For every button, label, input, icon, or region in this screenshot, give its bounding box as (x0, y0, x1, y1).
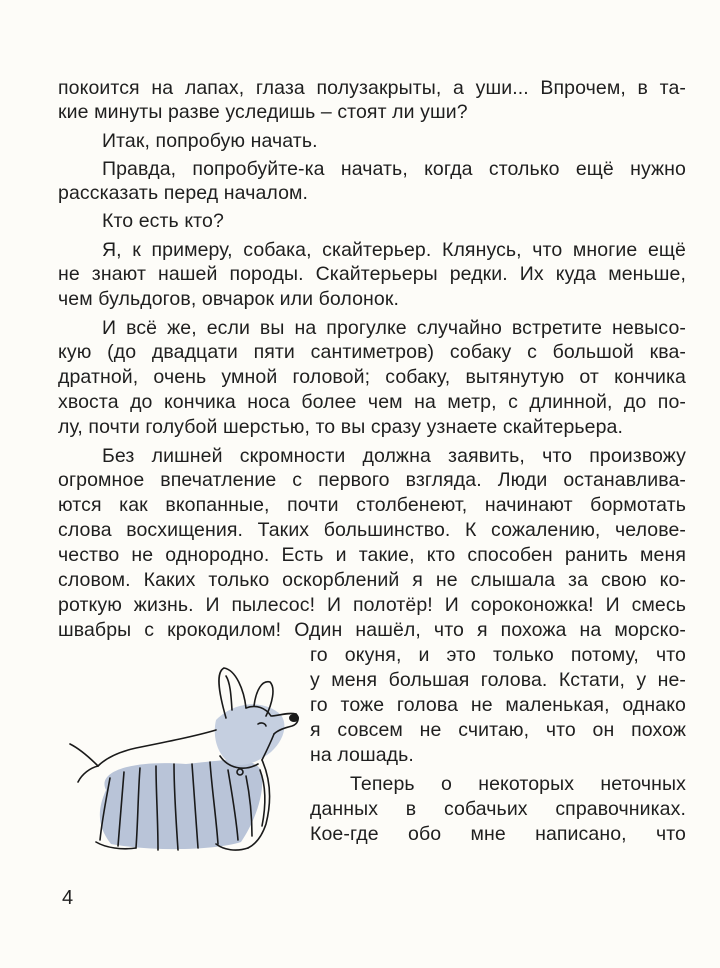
text-line: рассказать перед началом. (58, 182, 309, 204)
text-line: хвоста до кончика носа более чем на метр, с длинной, до по- (58, 391, 686, 413)
text-line: кую (до двадцати пяти сантиметров) собаку с большой ква- (58, 341, 686, 363)
text-line: дратной, очень умной головой; собаку, вытянутую от кончика (58, 366, 686, 388)
text-line: И всё же, если вы на прогулке случайно встретите невысо- (102, 317, 686, 339)
text-line: Теперь о некоторых неточных (350, 773, 686, 795)
text-line: роткую жизнь. И пылесос! И полотёр! И сороконожка! И смесь (58, 594, 686, 616)
text-line: Я, к примеру, собака, скайтерьер. Клянусь, что многие ещё (102, 239, 686, 261)
text-line: чем бульдогов, овчарок или болонок. (58, 288, 400, 310)
text-line: я совсем не считаю, что он похож (310, 719, 686, 741)
text-line: Без лишней скромности должна заявить, что произвожу (102, 445, 686, 467)
dog-nose (289, 714, 299, 722)
text-line: данных в собачьих справочниках. (310, 798, 686, 820)
text-line: Правда, попробуйте-ка начать, когда столько ещё нужно (102, 158, 686, 180)
text-line: го тоже голова не маленькая, однако (310, 694, 686, 716)
text-line: у меня большая голова. Кстати, у не- (310, 669, 686, 691)
text-line: кие минуты разве уследишь – стоят ли уши? (58, 101, 468, 123)
text-line: не знают нашей породы. Скайтерьеры редки. Их куда меньше, (58, 263, 686, 285)
text-line: слова восхищения. Таких большинство. К сожалению, челове- (58, 519, 686, 541)
text-line: ются как вкопанные, почти столбенеют, начинают бормотать (58, 494, 686, 516)
text-line: Итак, попробую начать. (102, 130, 318, 152)
text-line: лу, почти голубой шерстью, то вы сразу узнаете скайтерьера. (58, 416, 624, 438)
text-line: чество не однородно. Есть и такие, кто способен ранить меня (58, 544, 686, 566)
page-number: 4 (62, 887, 74, 909)
text-line: огромное впечатление с первого взгляда. Люди останавлива- (58, 469, 686, 491)
text-line: го окуня, и это только потому, что (310, 644, 686, 666)
text-line: Кто есть кто? (102, 210, 224, 232)
text-line: покоится на лапах, глаза полузакрыты, а уши... Впрочем, в та- (58, 77, 686, 99)
text-line: швабры с крокодилом! Один нашёл, что я похожа на морско- (58, 619, 686, 641)
text-line: словом. Каких только оскорблений я не слышала за свою ко- (58, 569, 686, 591)
text-line: на лошадь. (310, 744, 414, 766)
text-line: Кое-где обо мне написано, что (310, 823, 686, 845)
skye-terrier-dog-illustration (66, 660, 312, 856)
